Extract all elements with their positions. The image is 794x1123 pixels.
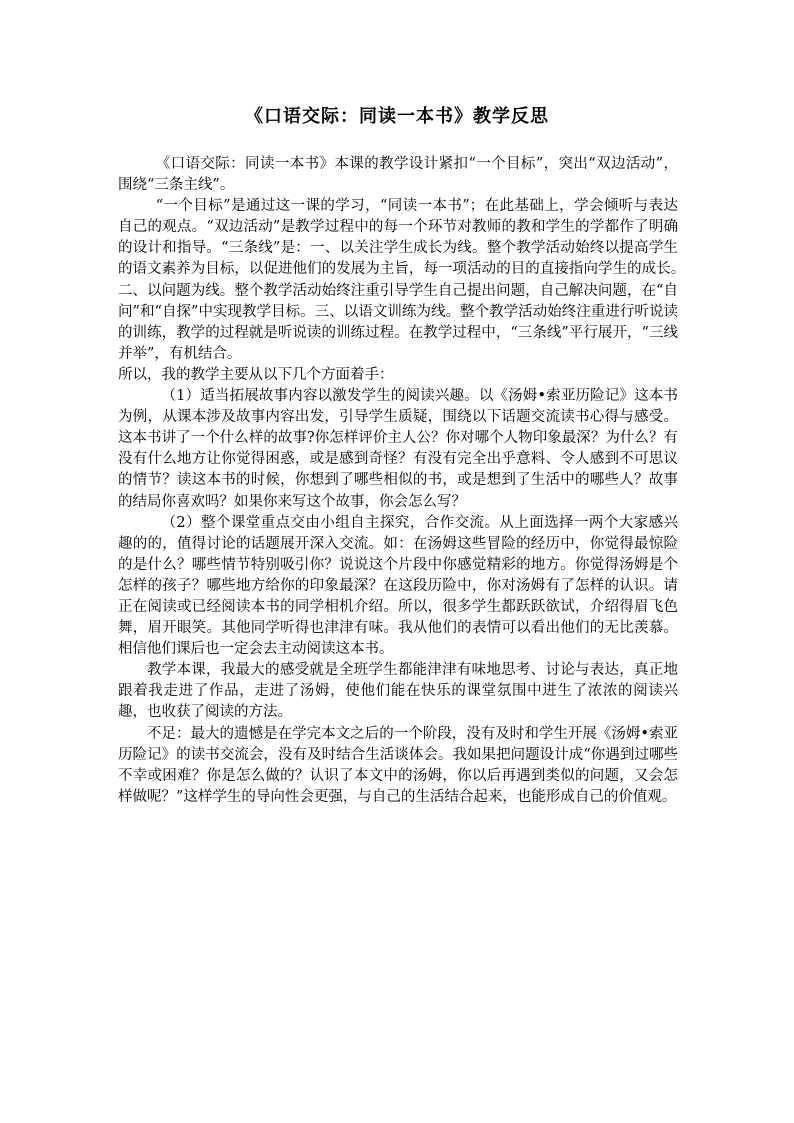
paragraph-goals: “一个目标”是通过这一课的学习，“同读一本书”；在此基础上，学会倾听与表达自己的观点。“双边活动”是教学过程中的每一个环节对教师的教和学生的学都作了明确的设计和指导。“三条线”是：一、以关注学生成长为线。整个教学活动始终以提高学生的语文素养为目标，以促进他们的发展为主旨，每一项活动的目的直接指向学生的成长。 二、以问题为线。整个教学活动始终注重引导学生自己提出问题，自己解决问题，在“自问”和“自探”中实现教学目标。三、以语文训练为线。整个教学活动始终注重进行听说读的训练，教学的过程就是听说读的训练过程。在教学过程中，“三条线”平行展开，“三线并举”，有机结合。 [118,198,722,362]
paragraph-intro: 《口语交际：同读一本书》本课的教学设计紧扣“一个目标”，突出“双边活动”，围绕“三条主线”。 [118,156,678,194]
paragraph-point-2: （2）整个课堂重点交由小组自主探究，合作交流。从上面选择一两个大家感兴趣的的，值得讨论的话题展开深入交流。如：在汤姆这些冒险的经历中，你觉得最惊险的是什么？哪些情节特别吸引你？说说这个片段中你感觉精彩的地方。你觉得汤姆是个怎样的孩子？哪些地方给你的印象最深？在这段历险中，你对汤姆有了怎样的认识。请正在阅读或已经阅读本书的同学相机介绍。所以，很多学生都跃跃欲试，介绍得眉飞色舞，眉开眼笑。其他同学听得也津津有味。我从他们的表情可以看出他们的无比羡慕。相信他们课后也一定会去主动阅读这本书。 [118,514,678,658]
paragraph-approach: 所以，我的教学主要从以下几个方面着手： [118,366,394,383]
document-body [118,154,722,808]
document-title: 《口语交际：同读一本书》教学反思 [245,106,549,127]
paragraph-point-1: （1）适当拓展故事内容以激发学生的阅读兴趣。以《汤姆•索亚历险记》这本书为例，从课本涉及故事内容出发，引导学生质疑，围绕以下话题交流读书心得与感受。这本书讲了一个什么样的故事?你怎样评价主人公？你对哪个人物印象最深？为什么？有没有什么地方让你觉得困惑，或是感到奇怪？有没有完全出乎意料、令人感到不可思议的情节？读这本书的时候，你想到了哪些相似的书，或是想到了生活中的哪些人？故事的结局你喜欢吗？如果你来写这个故事，你会怎么写？ [118,388,678,510]
paragraph-shortcomings: 不足：最大的遗憾是在学完本文之后的一个阶段，没有及时和学生开展《汤姆•索亚历险记》的读书交流会，没有及时结合生活谈体会。我如果把问题设计成“你遇到过哪些不幸或困难？你是怎么做的？认识了本文中的汤姆，你以后再遇到类似的问题，又会怎样做呢？”这样学生的导向性会更强，与自己的生活结合起来，也能形成自己的价值观。 [118,725,678,805]
paragraph-reflection: 教学本课，我最大的感受就是全班学生都能津津有味地思考、讨论与表达，真正地跟着我走进了作品，走进了汤姆，使他们能在快乐的课堂氛围中进生了浓浓的阅读兴趣，也收获了阅读的方法。 [118,662,678,721]
